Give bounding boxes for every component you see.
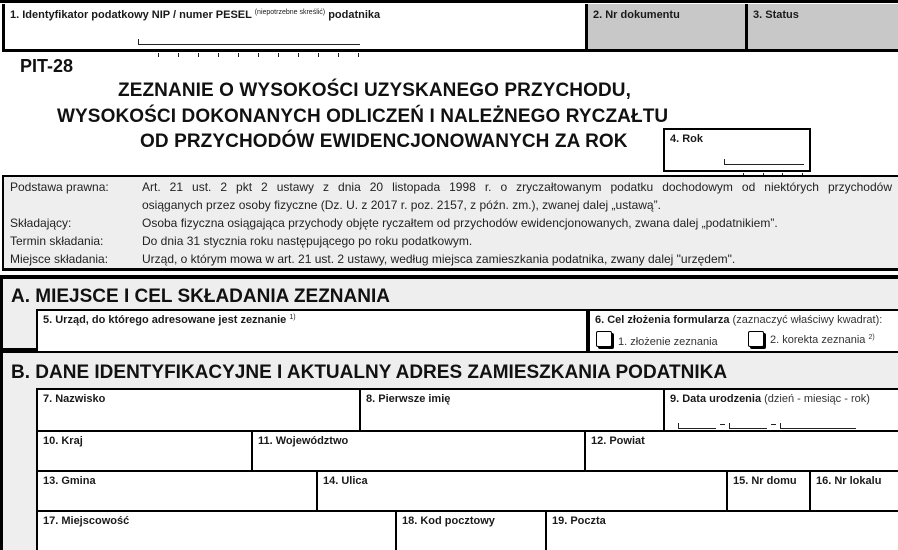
street-field[interactable] bbox=[316, 470, 728, 512]
section-a-title: A. MIEJSCE I CEL SKŁADANIA ZEZNANIA bbox=[11, 286, 390, 307]
apartment-number-label: 16. Nr lokalu bbox=[816, 475, 882, 487]
legal-basis-value-2: osiąganych przez osoby fizyczne (Dz. U. z 2017 r. poz. 2157, z późn. zm.), zwanej dalej „ustawą”. bbox=[142, 198, 661, 212]
option-korekta-text: 2. korekta zeznania bbox=[770, 334, 866, 346]
country-field[interactable] bbox=[36, 430, 253, 472]
surname-field[interactable] bbox=[36, 388, 361, 432]
birth-date-field[interactable] bbox=[663, 388, 898, 432]
year-field[interactable] bbox=[663, 128, 811, 172]
status-field bbox=[745, 4, 898, 52]
title-line-2: WYSOKOŚCI DOKONANYCH ODLICZEŃ I NALEŻNEGO RYCZAŁTU bbox=[57, 106, 669, 127]
filer-key: Składający: bbox=[10, 216, 72, 230]
commune-label: 13. Gmina bbox=[43, 475, 96, 487]
title-line-1: ZEZNANIE O WYSOKOŚCI UZYSKANEGO PRZYCHODU, bbox=[118, 80, 632, 101]
birth-day-comb bbox=[678, 423, 716, 429]
post-office-label: 19. Poczta bbox=[552, 515, 606, 527]
first-name-label: 8. Pierwsze imię bbox=[366, 393, 451, 405]
country-label: 10. Kraj bbox=[43, 435, 83, 447]
deadline-value: Do dnia 31 stycznia roku następującego po roku podatkowym. bbox=[142, 234, 473, 248]
postal-code-label: 18. Kod pocztowy bbox=[402, 515, 495, 527]
tax-office-footnote: 1) bbox=[289, 314, 296, 321]
place-key: Miejsce składania: bbox=[10, 252, 109, 266]
post-office-field[interactable] bbox=[545, 510, 898, 550]
form-purpose-label-text: 6. Cel złożenia formularza bbox=[595, 314, 730, 326]
checkbox-korekta[interactable] bbox=[748, 331, 764, 347]
form-purpose-field bbox=[588, 309, 898, 353]
nip-pesel-label-text: 1. Identyfikator podatkowy NIP / numer PESEL bbox=[10, 9, 252, 21]
commune-field[interactable] bbox=[36, 470, 318, 512]
birth-date-label bbox=[670, 393, 870, 405]
birth-date-hint: (dzień - miesiąc - rok) bbox=[764, 393, 870, 405]
form-purpose-hint: (zaznaczyć właściwy kwadrat): bbox=[732, 314, 883, 326]
nip-pesel-field[interactable] bbox=[2, 4, 588, 52]
birth-date-label-text: 9. Data urodzenia bbox=[670, 393, 762, 405]
tax-office-field[interactable] bbox=[36, 309, 588, 353]
apartment-number-field[interactable] bbox=[809, 470, 898, 512]
deadline-key: Termin składania: bbox=[10, 234, 104, 248]
info-block bbox=[2, 175, 898, 271]
checkbox-zlozenie[interactable] bbox=[596, 331, 612, 347]
county-field[interactable] bbox=[584, 430, 898, 472]
option-korekta-footnote: 2) bbox=[868, 334, 875, 341]
house-number-field[interactable] bbox=[726, 470, 811, 512]
place-value: Urząd, o którym mowa w art. 21 ust. 2 ustawy, według miejsca zamieszkania podatnika, zwany dalej "urzędem". bbox=[142, 252, 736, 266]
date-dash-2 bbox=[771, 424, 776, 425]
city-label: 17. Miejscowość bbox=[43, 515, 130, 527]
nip-pesel-note: (niepotrzebne skreślić) bbox=[254, 9, 326, 16]
house-number-label: 15. Nr domu bbox=[733, 475, 797, 487]
nip-pesel-suffix: podatnika bbox=[328, 9, 381, 21]
voivodeship-field[interactable] bbox=[251, 430, 586, 472]
postal-code-field[interactable] bbox=[395, 510, 547, 550]
year-label: 4. Rok bbox=[670, 133, 704, 145]
document-number-field bbox=[585, 4, 748, 52]
first-name-field[interactable] bbox=[359, 388, 665, 432]
legal-basis-value-1: Art. 21 ust. 2 pkt 2 ustawy z dnia 20 listopada 1998 r. o zryczałtowanym podatku dochodowym od niektórych przychodów bbox=[142, 180, 892, 194]
voivodeship-label: 11. Województwo bbox=[258, 435, 349, 447]
date-dash-1 bbox=[720, 424, 725, 425]
legal-basis-key: Podstawa prawna: bbox=[10, 180, 109, 194]
document-number-label: 2. Nr dokumentu bbox=[593, 9, 680, 21]
section-b-title: B. DANE IDENTYFIKACYJNE I AKTUALNY ADRES ZAMIESZKANIA PODATNIKA bbox=[11, 362, 728, 383]
status-label: 3. Status bbox=[753, 9, 799, 21]
title-line-3: OD PRZYCHODÓW EWIDENCJONOWANYCH ZA ROK bbox=[140, 131, 628, 152]
street-label: 14. Ulica bbox=[323, 475, 368, 487]
birth-year-comb bbox=[780, 423, 856, 429]
tax-office-label bbox=[43, 314, 296, 326]
surname-label: 7. Nazwisko bbox=[43, 393, 106, 405]
nip-pesel-comb bbox=[138, 39, 360, 45]
birth-month-comb bbox=[729, 423, 767, 429]
option-zlozenie-label: 1. złożenie zeznania bbox=[618, 336, 718, 348]
top-rule bbox=[0, 0, 898, 3]
filer-value: Osoba fizyczna osiągająca przychody objęte ryczałtem od przychodów ewidencjonowanych, zwana dalej „podatnikiem”. bbox=[142, 216, 778, 230]
form-code: PIT-28 bbox=[20, 56, 74, 76]
county-label: 12. Powiat bbox=[591, 435, 645, 447]
year-comb bbox=[724, 159, 804, 165]
nip-pesel-label bbox=[10, 9, 380, 21]
option-korekta-label bbox=[770, 334, 875, 346]
form-purpose-label bbox=[595, 314, 882, 326]
tax-office-label-text: 5. Urząd, do którego adresowane jest zeznanie bbox=[43, 314, 287, 326]
city-field[interactable] bbox=[36, 510, 397, 550]
